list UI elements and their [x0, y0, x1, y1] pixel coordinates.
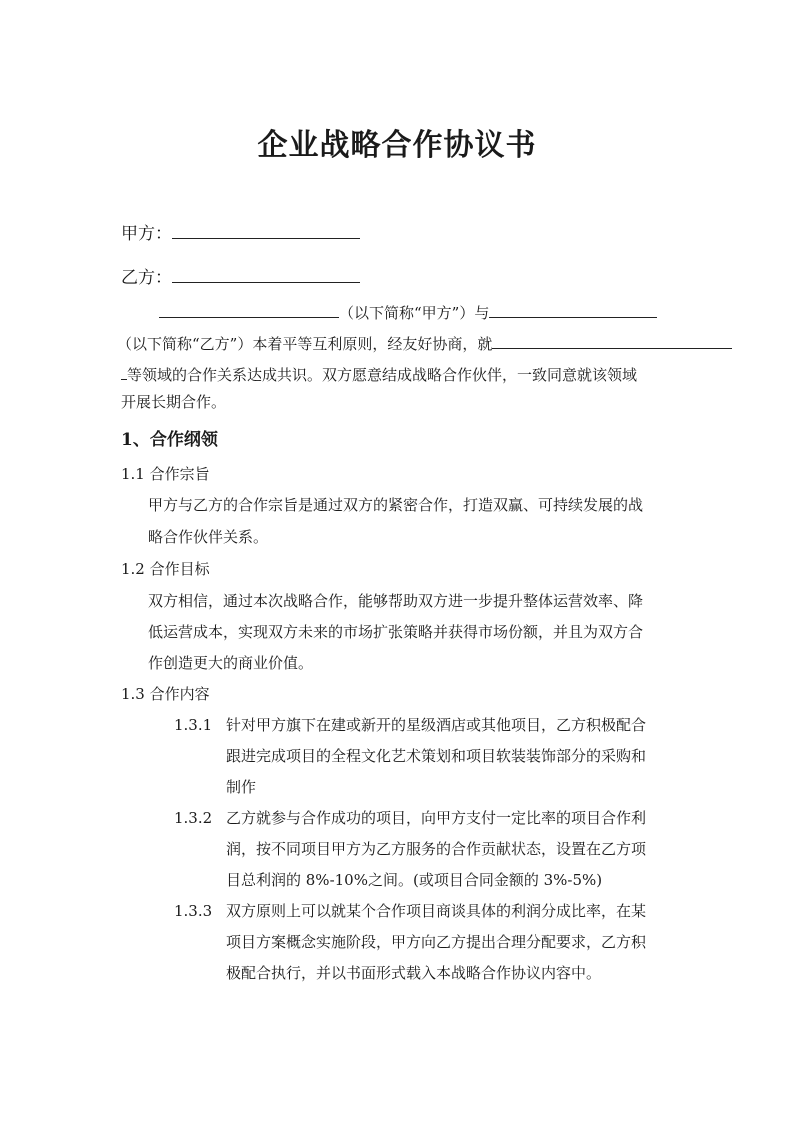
party-a-row: [121, 220, 360, 245]
intro-line-2-text: （以下简称“乙方”）本着平等互利原则，经友好协商，就: [117, 335, 493, 353]
party-b-blank[interactable]: [172, 264, 360, 283]
section-1-2-label: 1.2 合作目标: [121, 560, 210, 578]
section-1-2-line: 低运营成本，实现双方未来的市场扩张策略并获得市场份额，并且为双方合: [148, 623, 644, 641]
item-1-3-3-line: 项目方案概念实施阶段，甲方向乙方提出合理分配要求，乙方积: [226, 933, 647, 951]
section-1-heading: 1、合作纲领: [121, 430, 218, 450]
section-1-1-label: 1.1 合作宗旨: [121, 465, 210, 483]
item-1-3-3-text: 双方原则上可以就某个合作项目商谈具体的利润分成比率，在某: [226, 902, 647, 920]
item-1-3-1-text: 针对甲方旗下在建或新开的星级酒店或其他项目，乙方积极配合: [226, 716, 647, 734]
item-1-3-1-line: 跟进完成项目的全程文化艺术策划和项目软装装饰部分的采购和: [226, 747, 647, 765]
item-1-3-1-line: [174, 715, 646, 735]
section-1-1-line: 略合作伙伴关系。: [148, 528, 269, 546]
item-1-3-2-text: 乙方就参与合作成功的项目，向甲方支付一定比率的项目合作利: [226, 809, 647, 827]
party-a-name-blank[interactable]: [159, 299, 339, 318]
item-1-3-3-number: 1.3.3: [174, 902, 213, 920]
intro-line-3: [121, 361, 637, 385]
section-1-2-line: 双方相信，通过本次战略合作，能够帮助双方进一步提升整体运营效率、降: [148, 592, 644, 610]
intro-line-3-text: 等领域的合作关系达成共识。双方愿意结成战略合作伙伴，一致同意就该领域: [127, 366, 638, 384]
item-1-3-1-number: 1.3.1: [174, 716, 213, 734]
item-1-3-2-number: 1.3.2: [174, 809, 213, 827]
document-title: 企业战略合作协议书: [257, 128, 537, 163]
party-b-name-blank[interactable]: [489, 299, 657, 318]
party-b-row: [121, 264, 360, 289]
item-1-3-3-line: [174, 901, 646, 921]
party-b-label: 乙方：: [121, 268, 172, 288]
intro-line-4: 开展长期合作。: [121, 393, 227, 411]
item-1-3-2-line: [174, 808, 646, 828]
section-1-3-label: 1.3 合作内容: [121, 685, 210, 703]
party-a-blank[interactable]: [172, 220, 360, 239]
item-1-3-2-line: 润，按不同项目甲方为乙方服务的合作贡献状态，设置在乙方项: [226, 840, 647, 858]
field-blank[interactable]: [492, 330, 732, 349]
section-1-1-line: 甲方与乙方的合作宗旨是通过双方的紧密合作，打造双赢、可持续发展的战: [148, 496, 644, 514]
party-a-label: 甲方：: [121, 224, 172, 244]
item-1-3-1-line: 制作: [226, 778, 257, 796]
intro-line-1-text: （以下简称“甲方”）与: [339, 304, 490, 322]
item-1-3-2-line: 目总利润的 8%-10%之间。(或项目合同金额的 3%-5%): [226, 871, 603, 889]
intro-line-1: [159, 299, 657, 323]
item-1-3-3-line: 极配合执行，并以书面形式载入本战略合作协议内容中。: [226, 964, 602, 982]
intro-line-2: [117, 330, 732, 354]
section-1-2-line: 作创造更大的商业价值。: [148, 654, 314, 672]
